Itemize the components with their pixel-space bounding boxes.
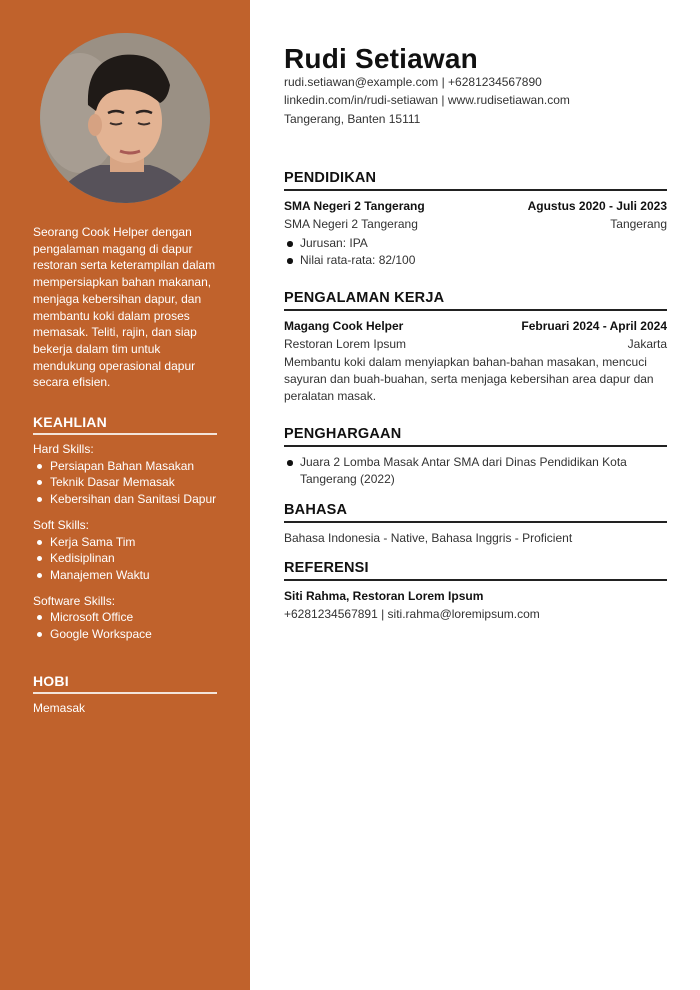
candidate-name: Rudi Setiawan <box>284 43 478 74</box>
skill-text: Kedisiplinan <box>50 551 115 566</box>
skill-text: Manajemen Waktu <box>50 567 150 582</box>
contact-email-phone: rudi.setiawan@example.com | +6281234567890 <box>284 75 542 89</box>
education-detail-item <box>284 252 667 269</box>
skill-item <box>33 534 217 551</box>
references-section <box>284 560 667 623</box>
contact-links: linkedin.com/in/rudi-setiawan | www.rudisetiawan.com <box>284 93 570 108</box>
experience-heading: PENGALAMAN KERJA <box>284 290 667 311</box>
languages-section <box>284 502 667 547</box>
education-heading: PENDIDIKAN <box>284 170 667 191</box>
hobbies-heading: HOBI <box>33 673 217 694</box>
experience-title-row <box>284 318 667 336</box>
awards-heading: PENGHARGAAN <box>284 426 667 447</box>
skill-item <box>33 474 217 491</box>
experience-sub-row <box>284 336 667 354</box>
education-location: Tangerang <box>610 216 667 231</box>
company-name: Restoran Lorem Ipsum <box>284 336 407 351</box>
skill-item <box>33 550 217 567</box>
award-item <box>284 454 667 488</box>
hard-skills-label: Hard Skills: <box>33 442 94 456</box>
education-section <box>284 170 667 269</box>
bullet-icon <box>37 573 42 578</box>
hobbies-text: Memasak <box>33 701 86 715</box>
institution-name: SMA Negeri 2 Tangerang <box>284 216 418 231</box>
bullet-icon <box>37 615 42 620</box>
education-title-row <box>284 198 667 216</box>
profile-summary: Seorang Cook Helper dengan pengalaman magang di dapur restoran serta keterampilan dalam mempersiapkan bahan makanan, menjaga kebersihan dapur, dan membantu koki dalam proses memasak. Teliti, rajin, dan siap bekerja dalam tim untuk mendukung operasional dapur secara efisien. <box>33 225 216 390</box>
skill-text: Kerja Sama Tim <box>50 534 136 549</box>
skill-text: Persiapan Bahan Masakan <box>50 458 195 473</box>
bullet-icon <box>287 258 293 264</box>
soft-skills-label: Soft Skills: <box>33 517 90 532</box>
profile-photo-icon <box>40 33 210 203</box>
bullet-icon <box>37 540 42 545</box>
skill-text: Teknik Dasar Memasak <box>50 475 175 490</box>
skill-item <box>33 626 217 643</box>
references-heading: REFERENSI <box>284 560 667 581</box>
bullet-icon <box>37 556 42 561</box>
detail-text: Jurusan: IPA <box>300 236 368 250</box>
bullet-icon <box>287 460 293 466</box>
awards-list <box>284 454 667 488</box>
reference-name: Siti Rahma, Restoran Lorem Ipsum <box>284 589 484 603</box>
bullet-icon <box>287 241 293 247</box>
skill-item <box>33 458 217 475</box>
skill-item <box>33 567 217 584</box>
education-details <box>284 235 667 269</box>
job-period: Februari 2024 - April 2024 <box>521 319 667 333</box>
hard-skills-list <box>33 458 217 508</box>
bullet-icon <box>37 497 42 502</box>
job-location: Jakarta <box>627 336 667 351</box>
education-period: Agustus 2020 - Juli 2023 <box>527 199 667 213</box>
education-sub-row <box>284 216 667 234</box>
bullet-icon <box>37 632 42 637</box>
sidebar <box>0 0 250 990</box>
soft-skills-list <box>33 534 217 584</box>
job-description: Membantu koki dalam menyiapkan bahan-bahan masakan, mencuci sayuran dan buah-buahan, serta menjaga kebersihan area dapur dan peralatan masak. <box>284 355 654 403</box>
skill-text: Google Workspace <box>50 627 152 642</box>
awards-section <box>284 426 667 488</box>
school-name: SMA Negeri 2 Tangerang <box>284 199 425 213</box>
software-skills-label: Software Skills: <box>33 593 116 608</box>
software-skills-list <box>33 609 217 642</box>
reference-contact: +6281234567891 | siti.rahma@loremipsum.com <box>284 606 540 621</box>
profile-photo <box>40 33 210 203</box>
skill-item <box>33 491 217 508</box>
skills-section <box>33 414 217 652</box>
contact-address: Tangerang, Banten 15111 <box>284 111 421 126</box>
skill-text: Kebersihan dan Sanitasi Dapur <box>50 492 217 507</box>
detail-text: Nilai rata-rata: 82/100 <box>300 253 416 267</box>
education-detail-item <box>284 235 667 252</box>
experience-section <box>284 290 667 405</box>
skills-heading: KEAHLIAN <box>33 414 217 435</box>
hobbies-section <box>33 673 217 717</box>
languages-heading: BAHASA <box>284 502 667 523</box>
bullet-icon <box>37 464 42 469</box>
job-role: Magang Cook Helper <box>284 319 404 333</box>
skill-item <box>33 609 217 626</box>
contact-info <box>284 73 570 128</box>
award-text: Juara 2 Lomba Masak Antar SMA dari Dinas Pendidikan Kota Tangerang (2022) <box>300 455 627 486</box>
languages-text: Bahasa Indonesia - Native, Bahasa Inggris - Proficient <box>284 531 573 545</box>
skill-text: Microsoft Office <box>50 610 134 625</box>
bullet-icon <box>37 480 42 485</box>
